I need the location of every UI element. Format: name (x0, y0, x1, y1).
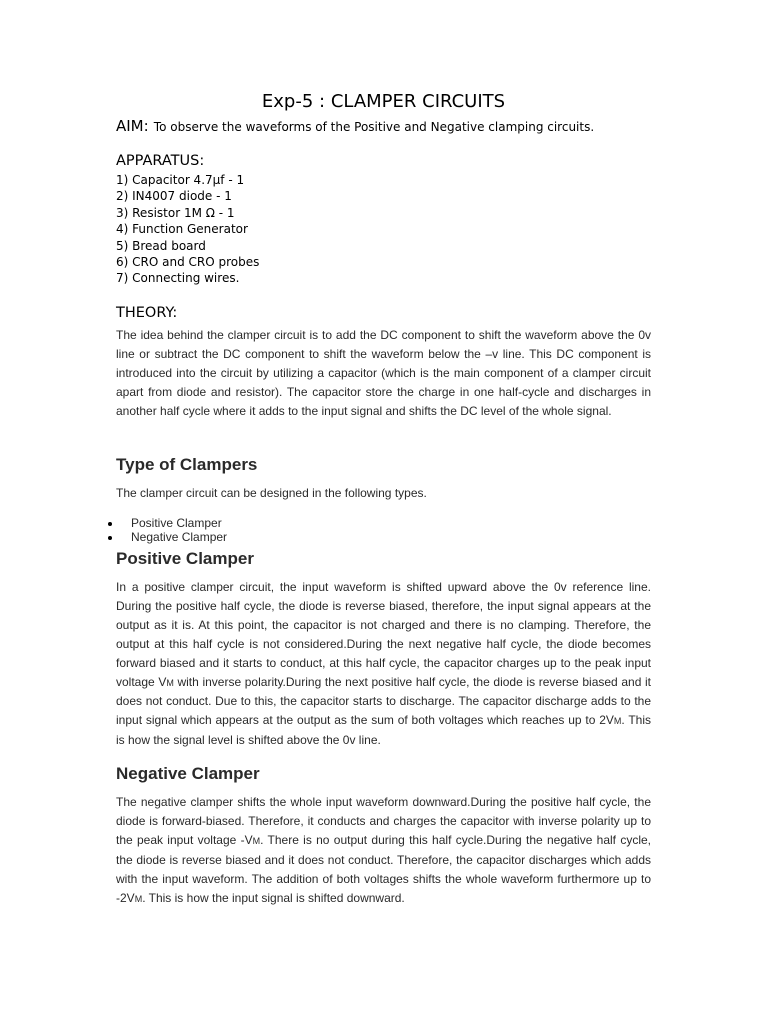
aim-text: To observe the waveforms of the Positive and Negative clamping circuits. (153, 120, 595, 134)
negative-clamper-paragraph (116, 793, 651, 908)
list-item (108, 517, 227, 531)
bullet-icon (108, 536, 112, 540)
apparatus-item: 7) Connecting wires. (116, 271, 240, 286)
positive-clamper-heading: Positive Clamper (116, 549, 254, 568)
types-heading: Type of Clampers (116, 455, 258, 474)
apparatus-item: 1) Capacitor 4.7µf - 1 (116, 173, 245, 187)
aim-label: AIM: (116, 117, 149, 135)
apparatus-item: 3) Resistor 1M Ω - 1 (116, 205, 235, 220)
types-intro: The clamper circuit can be designed in the following types. (116, 486, 427, 500)
text-run: . There is no output during this half cycle.During the negative half cycle, the diode is reverse biased and it does not conduct. Therefore, the capacitor discharges which adds with the input waveform. The addition of both voltages shifts the whole waveform furthermore up to -2V (116, 832, 651, 905)
bullet-icon (108, 522, 112, 526)
apparatus-heading: APPARATUS: (116, 153, 205, 169)
apparatus-list (116, 172, 259, 287)
apparatus-item: 4) Function Generator (116, 222, 248, 237)
list-item-label: Positive Clamper (131, 516, 222, 530)
text-run: In a positive clamper circuit, the input waveform is shifted upward above the 0v reference line. During the positive half cycle, the diode is reverse biased, therefore, the input signal appears at the output as it is. At this point, the capacitor is not charged and there is no clamping. Therefore, the output at this half cycle is not considered.During the next negative half cycle, the diode becomes forward biased and it starts to conduct, at this half cycle, the capacitor charges up to the peak input voltage V (116, 580, 651, 689)
list-item-label: Negative Clamper (131, 529, 228, 544)
apparatus-item: 2) IN4007 diode - 1 (116, 189, 232, 204)
subscript: M (134, 893, 143, 904)
positive-clamper-paragraph (116, 578, 651, 750)
types-list (108, 517, 227, 544)
text-run: . This is how the input signal is shifted downward. (142, 890, 405, 905)
text-run: The negative clamper shifts the whole input waveform downward.During the positive half cycle, the diode is forward-biased. Therefore, it conducts and charges the capacitor with inverse polarity up to the peak input voltage -V (116, 795, 651, 847)
aim-line (116, 116, 676, 135)
subscript: M (252, 835, 261, 846)
page-title: Exp-5 : CLAMPER CIRCUITS (261, 91, 506, 112)
theory-heading: THEORY: (116, 305, 178, 321)
subscript: M (166, 677, 174, 688)
text-run: with inverse polarity.During the next positive half cycle, the diode is reverse biased and it does not conduct. Due to this, the capacitor starts to discharge. The capacitor discharge adds to the input signal which appears at the output as the sum of both voltages which reaches up to 2V (116, 674, 651, 728)
apparatus-item: 6) CRO and CRO probes (116, 255, 260, 270)
list-item (108, 531, 227, 545)
theory-paragraph: The idea behind the clamper circuit is to add the DC component to shift the waveform above the 0v line or subtract the DC component to shift the waveform below the –v line. This DC component is introduced into the circuit by utilizing a capacitor (which is the main component of a clamper circuit apart from diode and resistor). The capacitor store the charge in one half-cycle and discharges in another half cycle where it adds to the input signal and shifts the DC level of the whole signal. (116, 328, 651, 418)
text-run: . This is how the signal level is shifted above the 0v line. (116, 713, 651, 748)
apparatus-item: 5) Bread board (116, 238, 206, 253)
negative-clamper-heading: Negative Clamper (116, 764, 260, 783)
subscript: M (613, 716, 622, 727)
